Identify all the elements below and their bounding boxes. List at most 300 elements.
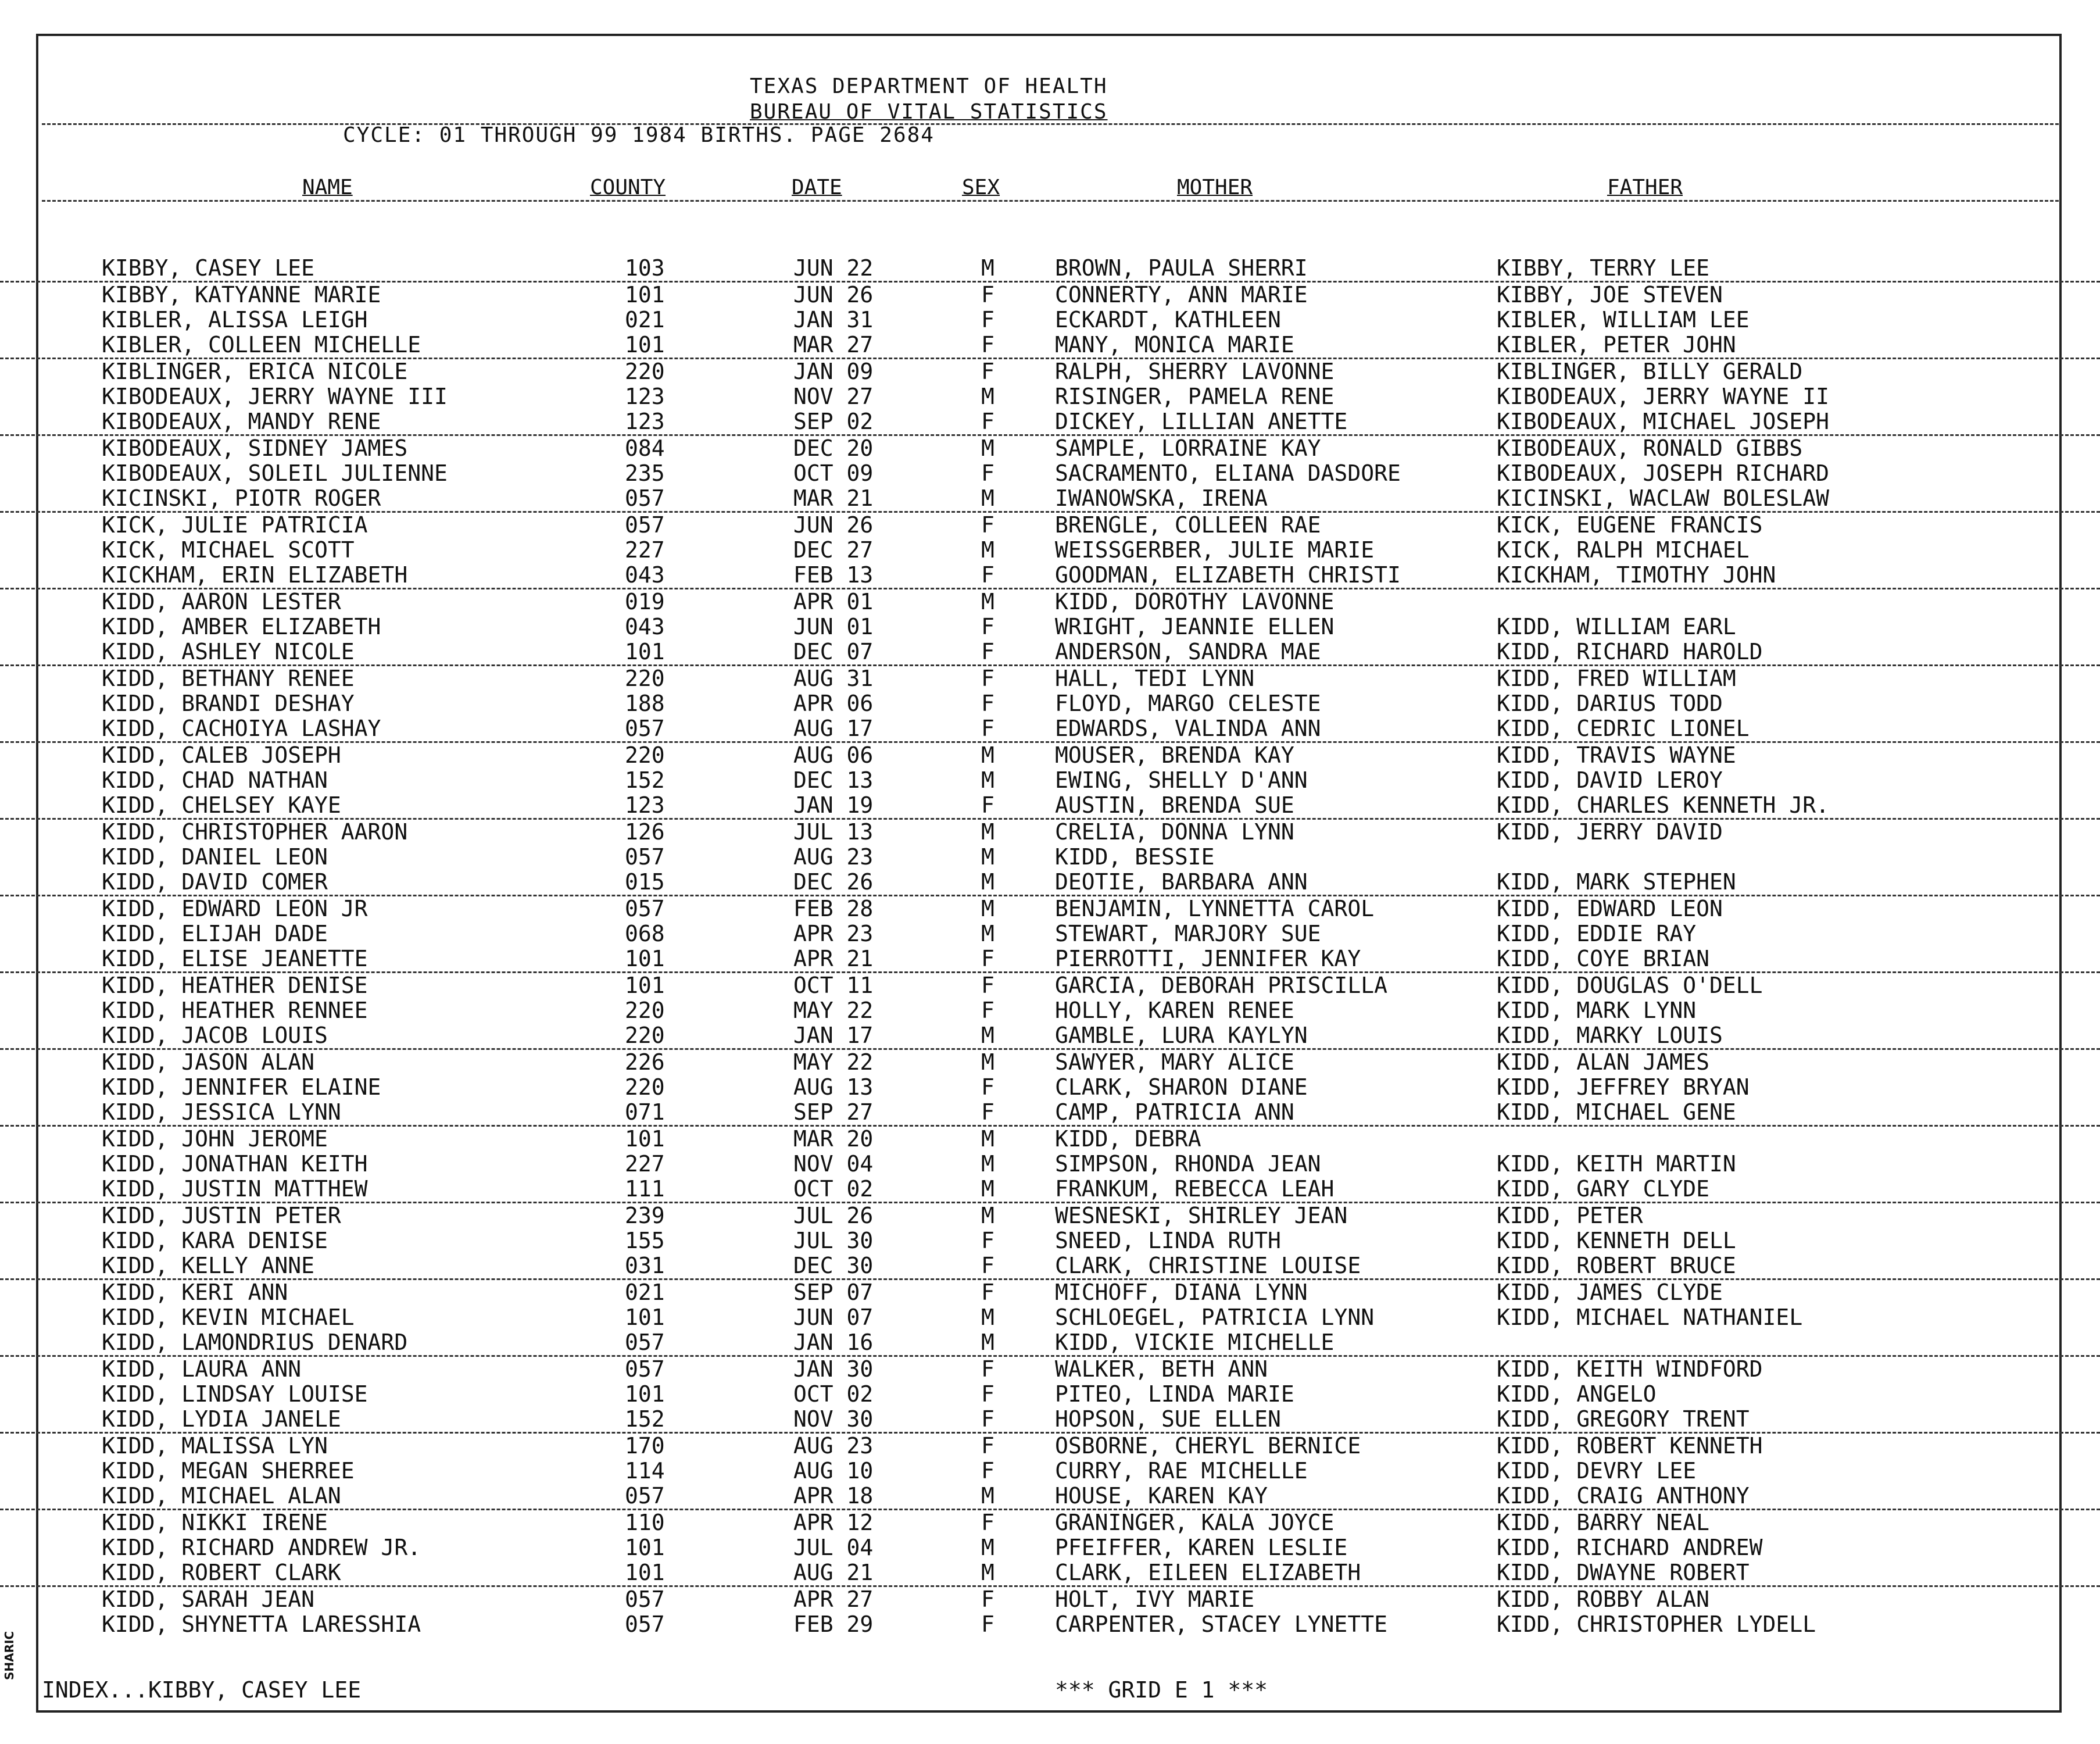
table-row: [0, 666, 2100, 691]
table-row: [0, 1382, 2100, 1407]
record-father: KIBLINGER, BILLY GERALD: [1497, 359, 1803, 384]
record-date: JUL 04: [793, 1535, 874, 1560]
record-father: KIDD, BARRY NEAL: [1497, 1510, 1710, 1535]
record-county: 103: [625, 255, 665, 281]
table-row: [0, 1075, 2100, 1100]
record-name: KIDD, NIKKI IRENE: [102, 1510, 328, 1535]
record-mother: HALL, TEDI LYNN: [1055, 666, 1255, 691]
record-date: NOV 04: [793, 1151, 874, 1177]
record-sex: F: [981, 1356, 994, 1382]
record-mother: STEWART, MARJORY SUE: [1055, 921, 1321, 946]
record-name: KIDD, ELIJAH DADE: [102, 921, 328, 946]
record-mother: BRENGLE, COLLEEN RAE: [1055, 512, 1321, 538]
record-name: KICKHAM, ERIN ELIZABETH: [102, 562, 408, 588]
record-sex: M: [981, 589, 994, 614]
record-county: 057: [625, 844, 665, 870]
record-county: 155: [625, 1228, 665, 1253]
column-header-father: FATHER: [1607, 176, 1683, 199]
table-row: [0, 1152, 2100, 1177]
record-name: KIDD, JONATHAN KEITH: [102, 1151, 368, 1177]
record-date: MAR 27: [793, 332, 874, 358]
record-county: 239: [625, 1203, 665, 1228]
record-date: NOV 30: [793, 1406, 874, 1432]
record-mother: KIDD, VICKIE MICHELLE: [1055, 1330, 1335, 1355]
record-county: 057: [625, 512, 665, 538]
record-father: KIDD, KEITH WINDFORD: [1497, 1356, 1763, 1382]
record-father: KIDD, DAVID LEROY: [1497, 767, 1723, 793]
record-sex: F: [981, 1510, 994, 1535]
record-sex: M: [981, 844, 994, 870]
record-sex: F: [981, 409, 994, 434]
record-father: KIDD, MICHAEL NATHANIEL: [1497, 1305, 1803, 1330]
record-county: 101: [625, 1535, 665, 1560]
record-mother: AUSTIN, BRENDA SUE: [1055, 792, 1294, 818]
record-county: 152: [625, 767, 665, 793]
table-row: [0, 1434, 2100, 1459]
record-father: KIDD, DWAYNE ROBERT: [1497, 1560, 1750, 1585]
record-sex: M: [981, 1151, 994, 1177]
record-father: KIBLER, WILLIAM LEE: [1497, 307, 1750, 333]
record-name: KIDD, JASON ALAN: [102, 1049, 315, 1075]
record-sex: F: [981, 998, 994, 1023]
record-name: KIDD, DAVID COMER: [102, 869, 328, 895]
record-county: 170: [625, 1433, 665, 1459]
record-name: KICK, JULIE PATRICIA: [102, 512, 368, 538]
birth-records-list: [0, 256, 2100, 1637]
record-name: KIDD, CACHOIYA LASHAY: [102, 716, 381, 741]
table-row: [0, 614, 2100, 639]
record-sex: F: [981, 512, 994, 538]
record-sex: F: [981, 1280, 994, 1305]
record-father: KIDD, RICHARD HAROLD: [1497, 639, 1763, 664]
record-sex: F: [981, 1586, 994, 1612]
column-header-mother: MOTHER: [1177, 176, 1253, 199]
record-county: 071: [625, 1099, 665, 1125]
record-sex: M: [981, 767, 994, 793]
record-mother: GARCIA, DEBORAH PRISCILLA: [1055, 973, 1387, 998]
table-row: [0, 845, 2100, 870]
record-mother: CONNERTY, ANN MARIE: [1055, 282, 1308, 308]
table-row: [0, 1203, 2100, 1228]
record-mother: KIDD, BESSIE: [1055, 844, 1215, 870]
record-name: KIDD, EDWARD LEON JR: [102, 896, 368, 921]
record-county: 101: [625, 973, 665, 998]
record-sex: M: [981, 1023, 994, 1048]
record-date: AUG 21: [793, 1560, 874, 1585]
record-date: JUN 26: [793, 282, 874, 308]
record-sex: F: [981, 639, 994, 664]
record-father: KIBODEAUX, JOSEPH RICHARD: [1497, 460, 1829, 486]
record-county: 084: [625, 435, 665, 461]
record-date: JAN 19: [793, 792, 874, 818]
record-mother: CAMP, PATRICIA ANN: [1055, 1099, 1294, 1125]
table-row: [0, 308, 2100, 333]
record-sex: M: [981, 1126, 994, 1152]
record-mother: EDWARDS, VALINDA ANN: [1055, 716, 1321, 741]
table-row: [0, 1407, 2100, 1434]
record-name: KIDD, JENNIFER ELAINE: [102, 1074, 381, 1100]
record-date: JUL 26: [793, 1203, 874, 1228]
record-sex: M: [981, 1483, 994, 1509]
record-sex: F: [981, 307, 994, 333]
record-county: 227: [625, 537, 665, 563]
record-father: KIBBY, TERRY LEE: [1497, 255, 1710, 281]
record-name: KIDD, KERI ANN: [102, 1280, 288, 1305]
record-county: 227: [625, 1151, 665, 1177]
record-mother: PITEO, LINDA MARIE: [1055, 1381, 1294, 1407]
record-mother: WEISSGERBER, JULIE MARIE: [1055, 537, 1375, 563]
record-mother: EWING, SHELLY D'ANN: [1055, 767, 1308, 793]
table-row: [0, 1023, 2100, 1050]
record-sex: F: [981, 1433, 994, 1459]
record-county: 101: [625, 1305, 665, 1330]
record-father: KIDD, ANGELO: [1497, 1381, 1657, 1407]
record-sex: F: [981, 282, 994, 308]
record-father: KIDD, CHRISTOPHER LYDELL: [1497, 1611, 1816, 1637]
record-father: KIDD, WILLIAM EARL: [1497, 614, 1736, 639]
record-sex: M: [981, 1305, 994, 1330]
record-name: KIDD, JACOB LOUIS: [102, 1023, 328, 1048]
column-header-sex: SEX: [962, 176, 1000, 199]
record-date: OCT 09: [793, 460, 874, 486]
table-row: [0, 333, 2100, 359]
table-row: [0, 793, 2100, 820]
record-mother: RISINGER, PAMELA RENE: [1055, 384, 1335, 409]
record-mother: ECKARDT, KATHLEEN: [1055, 307, 1281, 333]
record-county: 101: [625, 332, 665, 358]
record-county: 226: [625, 1049, 665, 1075]
record-date: APR 18: [793, 1483, 874, 1509]
record-county: 123: [625, 792, 665, 818]
record-father: KIDD, PETER: [1497, 1203, 1643, 1228]
record-father: KIDD, GARY CLYDE: [1497, 1176, 1710, 1202]
record-county: 057: [625, 896, 665, 921]
bureau-title: BUREAU OF VITAL STATISTICS: [750, 100, 1108, 124]
record-county: 015: [625, 869, 665, 895]
record-county: 220: [625, 359, 665, 384]
column-header-name: NAME: [302, 176, 353, 199]
record-mother: WRIGHT, JEANNIE ELLEN: [1055, 614, 1335, 639]
record-mother: WALKER, BETH ANN: [1055, 1356, 1268, 1382]
record-county: 057: [625, 485, 665, 511]
record-father: KIBODEAUX, JERRY WAYNE II: [1497, 384, 1829, 409]
record-county: 111: [625, 1176, 665, 1202]
table-row: [0, 513, 2100, 538]
record-father: KIDD, CRAIG ANTHONY: [1497, 1483, 1750, 1509]
table-row: [0, 1305, 2100, 1330]
table-row: [0, 384, 2100, 409]
table-row: [0, 563, 2100, 589]
record-mother: KIDD, DOROTHY LAVONNE: [1055, 589, 1335, 614]
record-date: NOV 27: [793, 384, 874, 409]
record-date: JUL 13: [793, 819, 874, 845]
record-sex: M: [981, 384, 994, 409]
record-date: MAY 22: [793, 1049, 874, 1075]
table-row: [0, 589, 2100, 614]
record-date: AUG 17: [793, 716, 874, 741]
record-date: DEC 27: [793, 537, 874, 563]
record-father: KIDD, MICHAEL GENE: [1497, 1099, 1736, 1125]
table-row: [0, 1459, 2100, 1484]
record-county: 068: [625, 921, 665, 946]
record-county: 123: [625, 409, 665, 434]
record-mother: OSBORNE, CHERYL BERNICE: [1055, 1433, 1361, 1459]
record-date: DEC 13: [793, 767, 874, 793]
record-mother: BROWN, PAULA SHERRI: [1055, 255, 1308, 281]
record-mother: SIMPSON, RHONDA JEAN: [1055, 1151, 1321, 1177]
agency-title: TEXAS DEPARTMENT OF HEALTH: [750, 74, 1108, 98]
record-mother: FRANKUM, REBECCA LEAH: [1055, 1176, 1335, 1202]
record-name: KIDD, ROBERT CLARK: [102, 1560, 341, 1585]
side-watermark: SHARIC: [2, 1631, 16, 1680]
record-father: KIDD, JAMES CLYDE: [1497, 1280, 1723, 1305]
table-row: [0, 461, 2100, 486]
record-name: KIDD, CHRISTOPHER AARON: [102, 819, 408, 845]
record-sex: F: [981, 614, 994, 639]
record-date: APR 01: [793, 589, 874, 614]
record-county: 057: [625, 1611, 665, 1637]
record-county: 101: [625, 1381, 665, 1407]
record-sex: F: [981, 1099, 994, 1125]
record-name: KIDD, CHAD NATHAN: [102, 767, 328, 793]
index-footer: INDEX...KIBBY, CASEY LEE: [42, 1677, 362, 1703]
record-father: KIDD, KEITH MARTIN: [1497, 1151, 1736, 1177]
record-father: KIDD, DARIUS TODD: [1497, 691, 1723, 716]
record-mother: CLARK, EILEEN ELIZABETH: [1055, 1560, 1361, 1585]
record-mother: HOUSE, KAREN KAY: [1055, 1483, 1268, 1509]
record-sex: F: [981, 1253, 994, 1278]
record-county: 101: [625, 1126, 665, 1152]
record-mother: HOLLY, KAREN RENEE: [1055, 998, 1294, 1023]
record-name: KIDD, LINDSAY LOUISE: [102, 1381, 368, 1407]
table-row: [0, 1330, 2100, 1357]
record-date: JAN 17: [793, 1023, 874, 1048]
table-row: [0, 820, 2100, 845]
record-name: KIBLER, ALISSA LEIGH: [102, 307, 368, 333]
record-date: AUG 23: [793, 1433, 874, 1459]
record-father: KIBODEAUX, RONALD GIBBS: [1497, 435, 1803, 461]
record-mother: HOPSON, SUE ELLEN: [1055, 1406, 1281, 1432]
table-row: [0, 639, 2100, 666]
record-county: 057: [625, 1356, 665, 1382]
record-date: JUL 30: [793, 1228, 874, 1253]
record-mother: SACRAMENTO, ELIANA DASDORE: [1055, 460, 1401, 486]
record-county: 031: [625, 1253, 665, 1278]
record-county: 021: [625, 307, 665, 333]
record-county: 220: [625, 1023, 665, 1048]
record-sex: F: [981, 562, 994, 588]
record-sex: F: [981, 1406, 994, 1432]
record-father: KIDD, ALAN JAMES: [1497, 1049, 1710, 1075]
record-father: KIDD, CHARLES KENNETH JR.: [1497, 792, 1829, 818]
record-father: KICK, EUGENE FRANCIS: [1497, 512, 1763, 538]
record-name: KIDD, MALISSA LYN: [102, 1433, 328, 1459]
record-mother: KIDD, DEBRA: [1055, 1126, 1201, 1152]
grid-footer: *** GRID E 1 ***: [1055, 1677, 1268, 1703]
record-name: KIBODEAUX, MANDY RENE: [102, 409, 381, 434]
table-row: [0, 409, 2100, 436]
record-county: 110: [625, 1510, 665, 1535]
record-father: KICK, RALPH MICHAEL: [1497, 537, 1750, 563]
table-row: [0, 896, 2100, 921]
record-name: KIDD, SHYNETTA LARESSHIA: [102, 1611, 421, 1637]
record-mother: MOUSER, BRENDA KAY: [1055, 742, 1294, 768]
record-county: 019: [625, 589, 665, 614]
record-name: KIDD, CHELSEY KAYE: [102, 792, 341, 818]
record-mother: PFEIFFER, KAREN LESLIE: [1055, 1535, 1348, 1560]
table-row: [0, 1280, 2100, 1305]
table-row: [0, 1612, 2100, 1637]
table-row: [0, 436, 2100, 461]
record-date: MAR 20: [793, 1126, 874, 1152]
record-date: MAR 21: [793, 485, 874, 511]
record-sex: F: [981, 1074, 994, 1100]
record-sex: M: [981, 1535, 994, 1560]
record-name: KIDD, RICHARD ANDREW JR.: [102, 1535, 421, 1560]
record-mother: DICKEY, LILLIAN ANETTE: [1055, 409, 1348, 434]
table-row: [0, 1253, 2100, 1280]
record-sex: M: [981, 1560, 994, 1585]
record-county: 043: [625, 562, 665, 588]
table-row: [0, 359, 2100, 384]
record-name: KIDD, ELISE JEANETTE: [102, 946, 368, 971]
record-date: APR 12: [793, 1510, 874, 1535]
record-father: KIBBY, JOE STEVEN: [1497, 282, 1723, 308]
record-mother: FLOYD, MARGO CELESTE: [1055, 691, 1321, 716]
record-mother: RALPH, SHERRY LAVONNE: [1055, 359, 1335, 384]
record-mother: CRELIA, DONNA LYNN: [1055, 819, 1294, 845]
record-mother: CLARK, CHRISTINE LOUISE: [1055, 1253, 1361, 1278]
record-date: AUG 10: [793, 1458, 874, 1484]
table-row: [0, 1587, 2100, 1612]
record-date: DEC 07: [793, 639, 874, 664]
record-name: KIDD, JOHN JEROME: [102, 1126, 328, 1152]
record-name: KIDD, HEATHER DENISE: [102, 973, 368, 998]
record-sex: F: [981, 1458, 994, 1484]
record-date: JUN 07: [793, 1305, 874, 1330]
record-date: DEC 30: [793, 1253, 874, 1278]
record-county: 220: [625, 998, 665, 1023]
record-sex: F: [981, 460, 994, 486]
record-father: KIDD, ROBBY ALAN: [1497, 1586, 1710, 1612]
record-father: KIDD, DEVRY LEE: [1497, 1458, 1697, 1484]
record-mother: GOODMAN, ELIZABETH CHRISTI: [1055, 562, 1401, 588]
record-sex: F: [981, 1611, 994, 1637]
record-father: KIDD, CEDRIC LIONEL: [1497, 716, 1750, 741]
table-row: [0, 1535, 2100, 1560]
table-row: [0, 256, 2100, 283]
record-county: 043: [625, 614, 665, 639]
record-sex: M: [981, 435, 994, 461]
table-row: [0, 973, 2100, 998]
record-mother: MICHOFF, DIANA LYNN: [1055, 1280, 1308, 1305]
record-date: JAN 31: [793, 307, 874, 333]
record-mother: DEOTIE, BARBARA ANN: [1055, 869, 1308, 895]
record-date: JUN 22: [793, 255, 874, 281]
record-name: KIDD, JESSICA LYNN: [102, 1099, 341, 1125]
record-county: 101: [625, 946, 665, 971]
table-row: [0, 1177, 2100, 1203]
record-sex: M: [981, 537, 994, 563]
record-date: AUG 13: [793, 1074, 874, 1100]
record-date: APR 23: [793, 921, 874, 946]
record-county: 235: [625, 460, 665, 486]
record-sex: M: [981, 1176, 994, 1202]
table-row: [0, 768, 2100, 793]
record-county: 021: [625, 1280, 665, 1305]
record-date: JUN 01: [793, 614, 874, 639]
record-mother: MANY, MONICA MARIE: [1055, 332, 1294, 358]
record-father: KIDD, FRED WILLIAM: [1497, 666, 1736, 691]
record-mother: IWANOWSKA, IRENA: [1055, 485, 1268, 511]
record-county: 152: [625, 1406, 665, 1432]
record-sex: F: [981, 973, 994, 998]
record-sex: M: [981, 896, 994, 921]
record-name: KIDD, ASHLEY NICOLE: [102, 639, 355, 664]
record-mother: CLARK, SHARON DIANE: [1055, 1074, 1308, 1100]
record-father: KIDD, RICHARD ANDREW: [1497, 1535, 1763, 1560]
record-mother: SAWYER, MARY ALICE: [1055, 1049, 1294, 1075]
record-name: KICK, MICHAEL SCOTT: [102, 537, 355, 563]
record-sex: M: [981, 819, 994, 845]
record-name: KIDD, BRANDI DESHAY: [102, 691, 355, 716]
column-header-date: DATE: [792, 176, 842, 199]
table-row: [0, 486, 2100, 513]
record-date: SEP 02: [793, 409, 874, 434]
record-date: FEB 28: [793, 896, 874, 921]
record-father: KIDD, MARK LYNN: [1497, 998, 1697, 1023]
record-county: 101: [625, 639, 665, 664]
record-name: KIDD, KELLY ANNE: [102, 1253, 315, 1278]
record-sex: M: [981, 255, 994, 281]
record-name: KIDD, CALEB JOSEPH: [102, 742, 341, 768]
record-sex: F: [981, 359, 994, 384]
record-sex: F: [981, 946, 994, 971]
table-row: [0, 743, 2100, 768]
record-name: KIDD, MEGAN SHERREE: [102, 1458, 355, 1484]
record-name: KIDD, HEATHER RENNEE: [102, 998, 368, 1023]
record-date: OCT 11: [793, 973, 874, 998]
record-mother: SNEED, LINDA RUTH: [1055, 1228, 1281, 1253]
record-mother: SAMPLE, LORRAINE KAY: [1055, 435, 1321, 461]
record-name: KIBODEAUX, SOLEIL JULIENNE: [102, 460, 448, 486]
cycle-line: CYCLE: 01 THROUGH 99 1984 BIRTHS. PAGE 2684: [343, 123, 935, 147]
record-name: KIBLER, COLLEEN MICHELLE: [102, 332, 421, 358]
record-date: JAN 16: [793, 1330, 874, 1355]
column-header-county: COUNTY: [590, 176, 666, 199]
record-date: AUG 23: [793, 844, 874, 870]
record-father: KIDD, COYE BRIAN: [1497, 946, 1710, 971]
record-mother: BENJAMIN, LYNNETTA CAROL: [1055, 896, 1375, 921]
table-row: [0, 716, 2100, 743]
record-county: 188: [625, 691, 665, 716]
record-date: AUG 31: [793, 666, 874, 691]
record-father: KIDD, EDWARD LEON: [1497, 896, 1723, 921]
record-date: SEP 27: [793, 1099, 874, 1125]
record-county: 220: [625, 742, 665, 768]
record-father: KIDD, TRAVIS WAYNE: [1497, 742, 1736, 768]
record-county: 220: [625, 666, 665, 691]
record-date: OCT 02: [793, 1176, 874, 1202]
record-date: AUG 06: [793, 742, 874, 768]
record-father: KIBLER, PETER JOHN: [1497, 332, 1736, 358]
record-father: KIDD, EDDIE RAY: [1497, 921, 1697, 946]
record-father: KIDD, JERRY DAVID: [1497, 819, 1723, 845]
table-row: [0, 1100, 2100, 1127]
table-row: [0, 1560, 2100, 1587]
record-mother: CURRY, RAE MICHELLE: [1055, 1458, 1308, 1484]
record-county: 126: [625, 819, 665, 845]
